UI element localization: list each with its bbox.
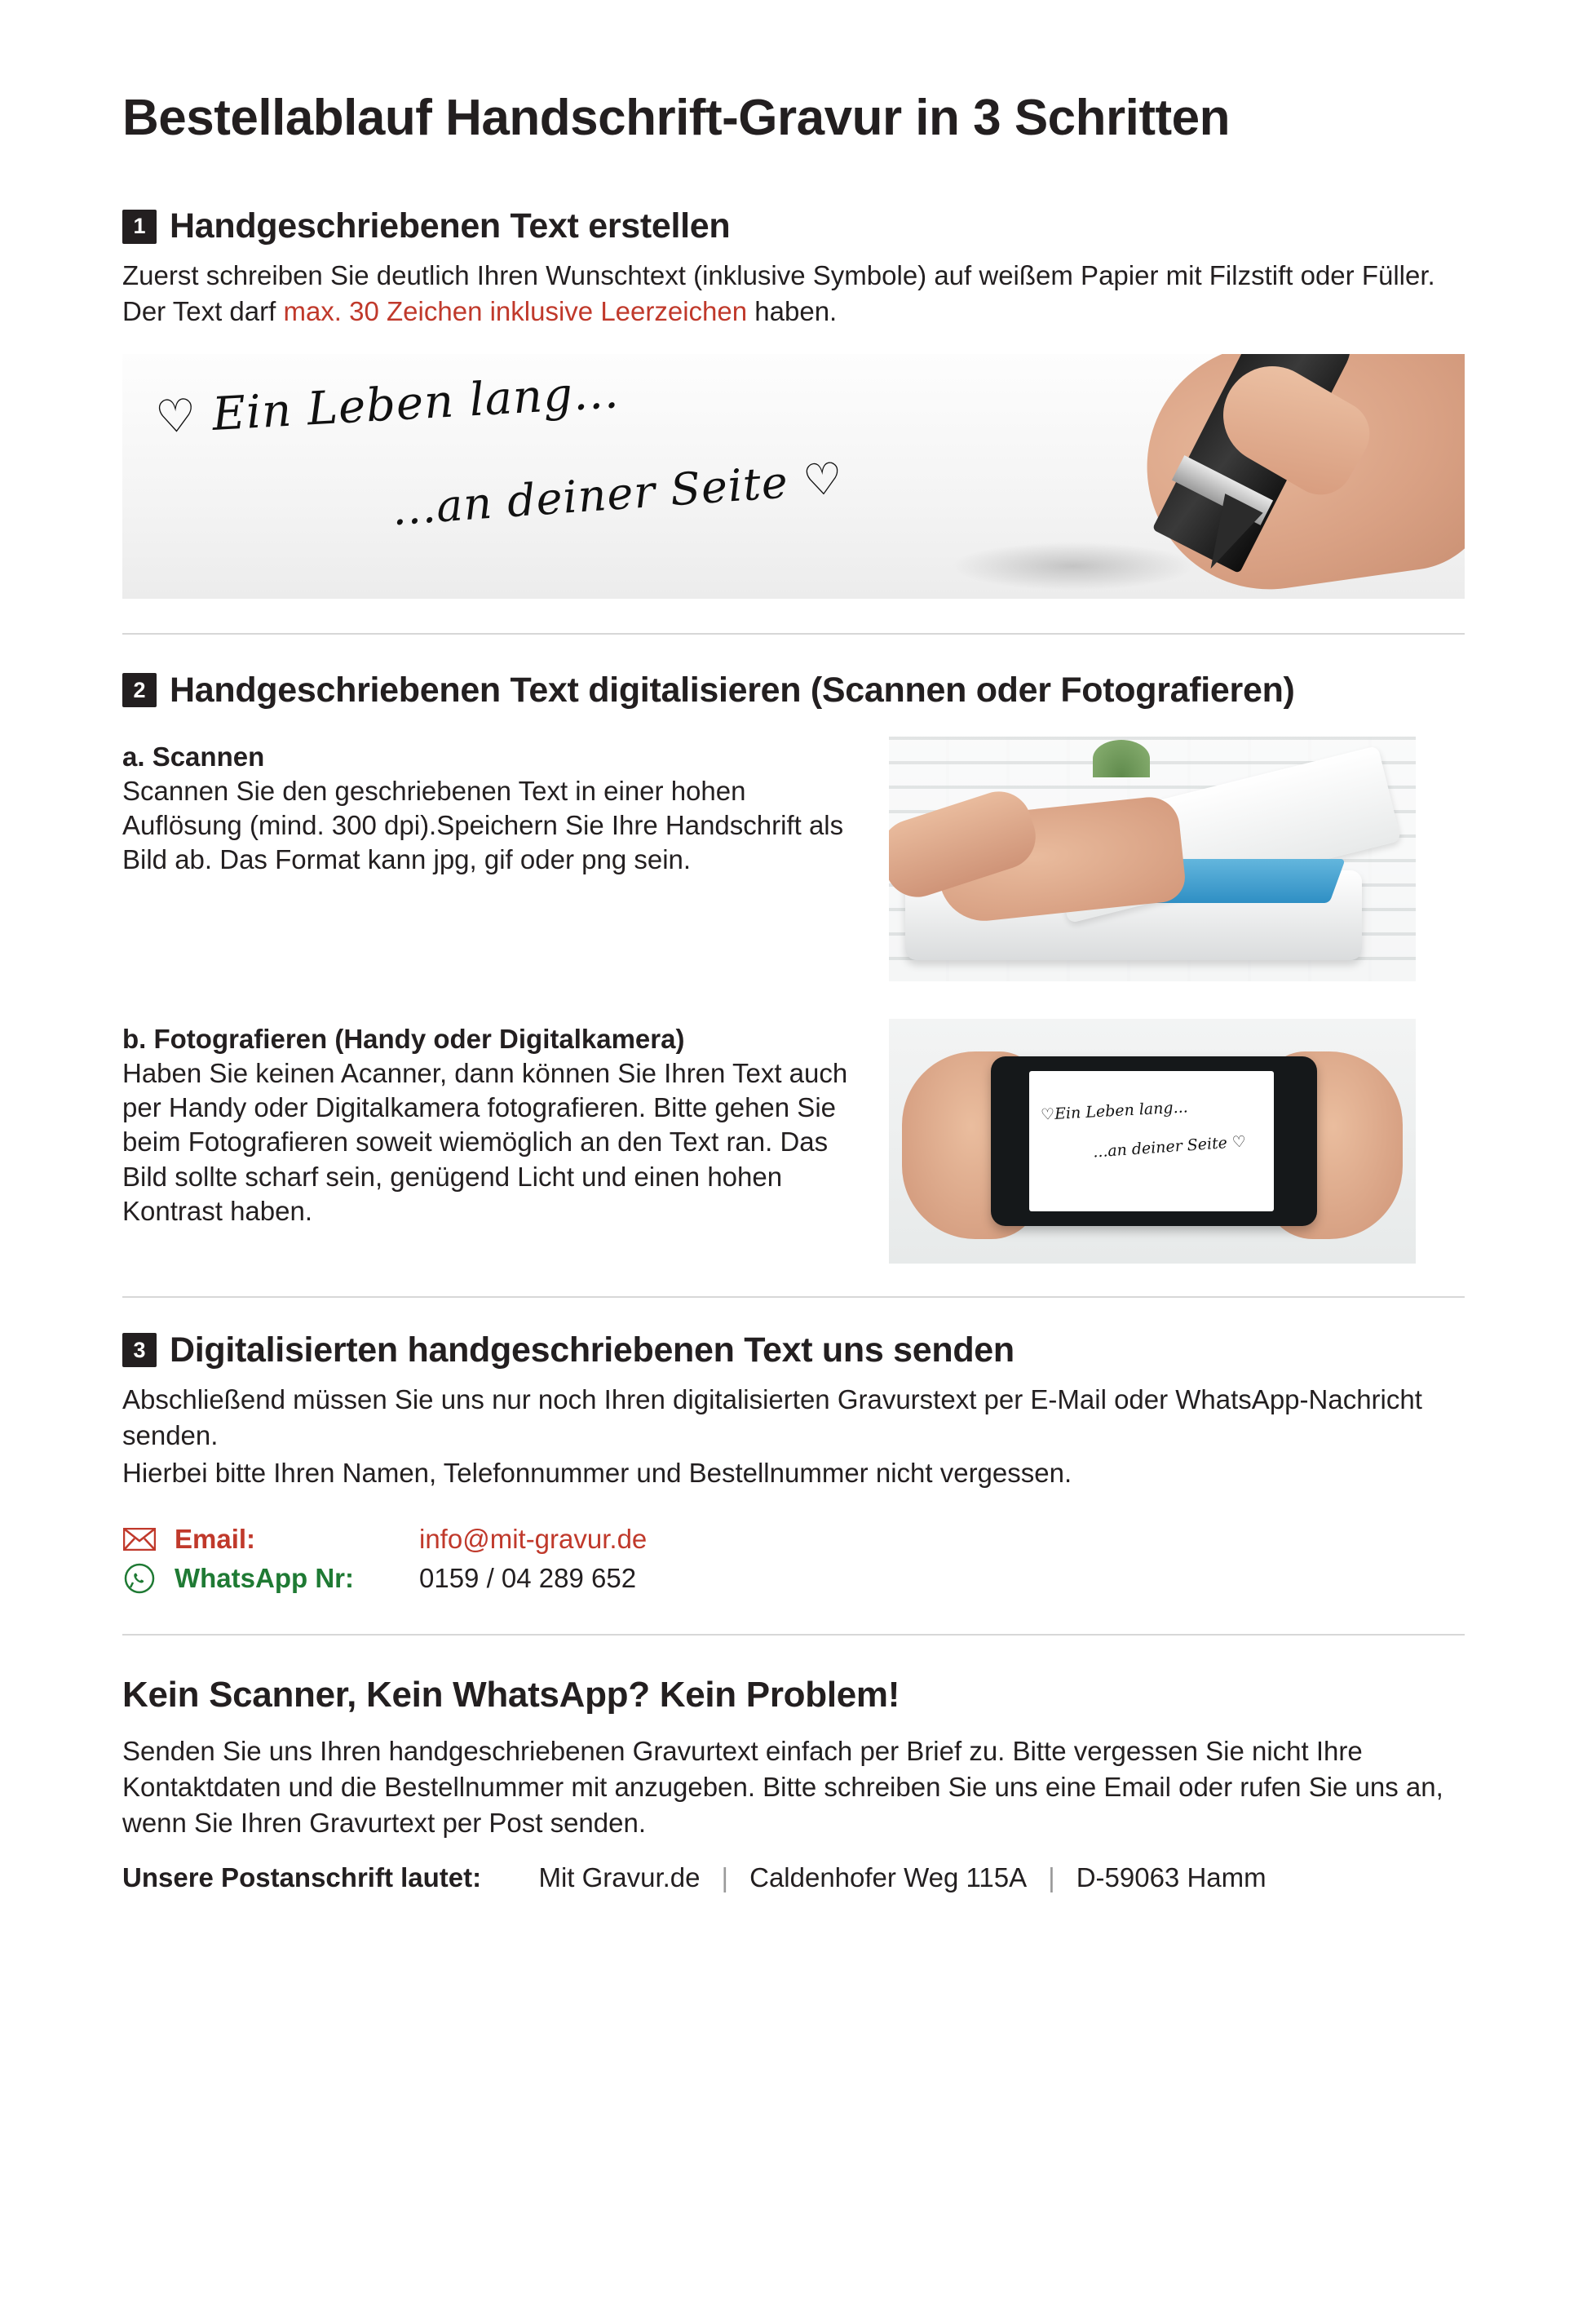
step-2b-text-column xyxy=(122,1009,856,1264)
step-3-title: Digitalisierten handgeschriebenen Text uns senden xyxy=(170,1330,1015,1370)
contact-row-email[interactable] xyxy=(122,1520,1465,1559)
step-3-number: 3 xyxy=(122,1333,157,1367)
postal-city: D-59063 Hamm xyxy=(1076,1862,1267,1893)
step-3-heading xyxy=(122,1330,1465,1370)
divider-1 xyxy=(122,633,1465,635)
step-1-text-before: Zuerst schreiben Sie deutlich Ihren Wunschtext (inklusive Symbole) auf weißem Papier mit Filzstift oder Füller. Der Text darf xyxy=(122,260,1435,326)
photo-shadow xyxy=(951,542,1196,591)
postal-label: Unsere Postanschrift lautet: xyxy=(122,1862,482,1893)
phone-screen-line-2: ...an deiner Seite ♡ xyxy=(1092,1132,1247,1162)
step-2a-text-column xyxy=(122,727,856,981)
step-2b-subheading: b. Fotografieren (Handy oder Digitalkamera) xyxy=(122,1023,685,1054)
email-label: Email: xyxy=(175,1524,256,1555)
step-1-number: 1 xyxy=(122,210,157,244)
step-2b-paragraph: Haben Sie keinen Acanner, dann können Sie Ihren Text auch per Handy oder Digitalkamera fotografieren. Bitte gehen Sie beim Fotografieren soweit wiemöglich an den Text ran. Das Bild sollte scharf sein, genügend Licht und einen hohen Kontrast haben. xyxy=(122,1057,848,1226)
contact-list xyxy=(122,1520,1465,1598)
phone-screen-line-1: ♡Ein Leben lang... xyxy=(1040,1098,1189,1124)
step-2b-row xyxy=(122,1009,1465,1264)
step-1-title: Handgeschriebenen Text erstellen xyxy=(170,206,731,246)
plant-icon xyxy=(1093,740,1150,777)
divider-3 xyxy=(122,1634,1465,1636)
postal-street: Caldenhofer Weg 115A xyxy=(749,1862,1028,1893)
step-3-paragraph-1: Abschließend müssen Sie uns nur noch Ihren digitalisierten Gravurstext per E-Mail oder WhatsApp-Nachricht senden. xyxy=(122,1383,1422,1450)
bottom-paragraph: Senden Sie uns Ihren handgeschriebenen Gravurtext einfach per Brief zu. Bitte vergessen Sie nicht Ihre Kontaktdaten und die Bestellnummer mit anzugeben. Bitte schreiben Sie uns eine Email oder rufen Sie uns an, wenn Sie Ihren Gravurtext per Post senden. xyxy=(122,1736,1443,1839)
postal-company: Mit Gravur.de xyxy=(538,1862,701,1893)
handwriting-line-1: ♡ Ein Leben lang... xyxy=(153,365,621,445)
step-1-highlight: max. 30 Zeichen inklusive Leerzeichen xyxy=(283,295,748,326)
whatsapp-label: WhatsApp Nr: xyxy=(175,1563,354,1594)
whatsapp-value[interactable]: 0159 / 04 289 652 xyxy=(419,1563,637,1594)
page-title: Bestellablauf Handschrift-Gravur in 3 Schritten xyxy=(122,90,1231,146)
postal-address-row xyxy=(122,1862,1465,1893)
step-2a-paragraph: Scannen Sie den geschriebenen Text in einer hohen Auflösung (mind. 300 dpi).Speichern Sie Ihre Handschrift als Bild ab. Das Format kann jpg, gif oder png sein. xyxy=(122,775,844,875)
postal-separator-2: | xyxy=(1048,1862,1055,1893)
handwriting-photo xyxy=(122,354,1465,599)
bottom-section-title: Kein Scanner, Kein WhatsApp? Kein Problem! xyxy=(122,1675,900,1715)
step-2-heading xyxy=(122,671,1465,710)
step-3-paragraph-2: Hierbei bitte Ihren Namen, Telefonnummer und Bestellnummer nicht vergessen. xyxy=(122,1457,1072,1488)
step-1-paragraph xyxy=(122,258,1465,330)
whatsapp-icon xyxy=(122,1561,157,1596)
smartphone-photo xyxy=(889,1019,1416,1264)
envelope-icon xyxy=(122,1522,157,1556)
step-2a-row xyxy=(122,727,1465,981)
phone-screen xyxy=(1029,1071,1274,1211)
step-2-title: Handgeschriebenen Text digitalisieren (Scannen oder Fotografieren) xyxy=(170,670,1295,710)
postal-separator-1: | xyxy=(721,1862,729,1893)
email-value[interactable]: info@mit-gravur.de xyxy=(419,1524,648,1555)
postal-gap xyxy=(481,1862,538,1893)
handwriting-line-2: ...an deiner Seite ♡ xyxy=(390,452,846,536)
step-2a-subheading: a. Scannen xyxy=(122,741,265,772)
divider-2 xyxy=(122,1296,1465,1298)
step-2-number: 2 xyxy=(122,673,157,707)
step-1-heading xyxy=(122,206,1465,246)
contact-row-whatsapp[interactable] xyxy=(122,1559,1465,1598)
step-1-text-after: haben. xyxy=(747,295,838,326)
scanner-photo xyxy=(889,737,1416,981)
